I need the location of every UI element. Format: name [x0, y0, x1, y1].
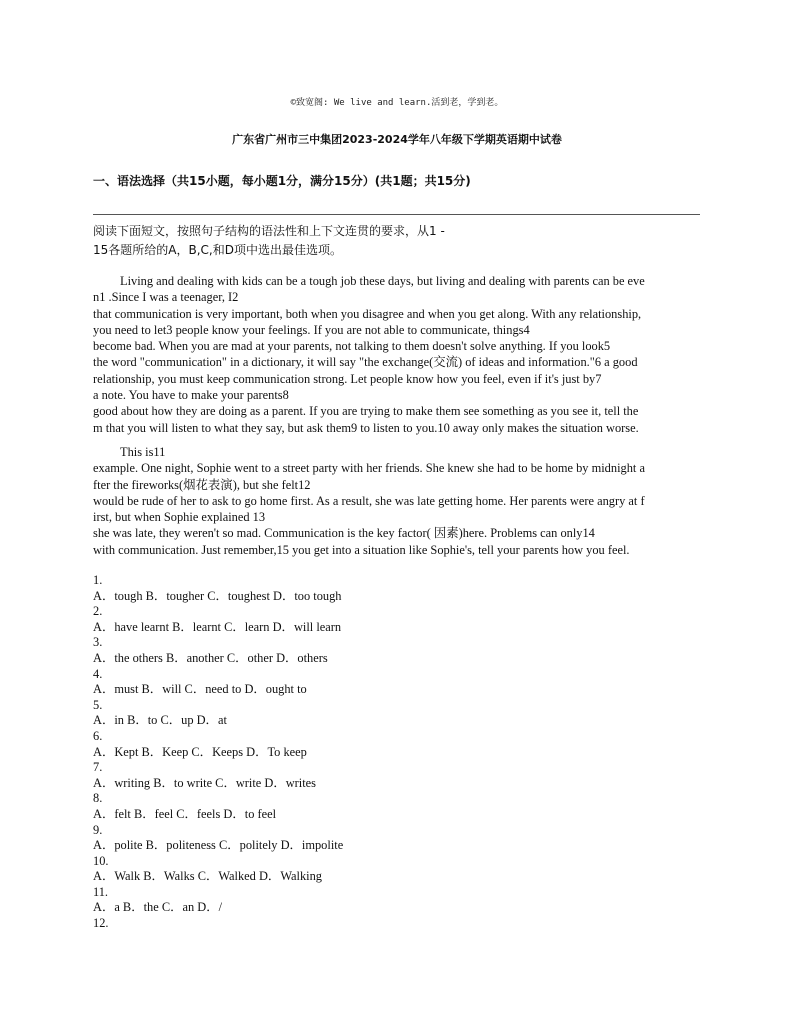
question-options: A．writing B．to write C．write D．writes [93, 775, 317, 790]
passage-line: with communication. Just remember,15 you get into a situation like Sophie's, tell your parents how you feel. [93, 542, 630, 557]
question-list [93, 573, 700, 932]
section-heading: 一、语法选择（共15小题，每小题1分，满分15分）(共1题；共15分) [93, 174, 471, 188]
question-number: 7. [93, 760, 103, 775]
passage-line: would be rude of her to ask to go home first. As a result, she was late getting home. Her parents were angry at f [93, 493, 645, 508]
passage-line: a note. You have to make your parents8 [93, 388, 289, 403]
question-options: A．felt B．feel C．feels D．to feel [93, 806, 277, 821]
instructions [93, 222, 513, 260]
question-number: 6. [93, 728, 103, 743]
passage-paragraph-2 [93, 444, 700, 558]
question-number: 8. [93, 791, 103, 806]
passage-paragraph-1 [93, 273, 700, 436]
passage-line: relationship, you must keep communication strong. Let people know how you feel, even if it's just by7 [93, 371, 602, 386]
question-options: A．in B．to C．up D．at [93, 713, 227, 728]
question-options: A．Walk B．Walks C．Walked D．Walking [93, 869, 322, 884]
exam-title: 广东省广州市三中集团2023-2024学年八年级下学期英语期中试卷 [232, 133, 562, 146]
passage-line: become bad. When you are mad at your parents, not talking to them doesn't solve anything. If you look5 [93, 339, 611, 354]
question-number: 3. [93, 635, 103, 650]
passage-line: m that you will listen to what they say, but ask them9 to listen to you.10 away only makes the situation worse. [93, 420, 639, 435]
passage-line: fter the fireworks(烟花表演), but she felt12 [93, 477, 311, 492]
passage-line: irst, but when Sophie explained 13 [93, 510, 266, 525]
question-options: A．the others B．another C．other D．others [93, 650, 328, 665]
question-number: 1. [93, 573, 103, 587]
question-number: 10. [93, 853, 109, 868]
passage-line: This is11 [120, 445, 166, 459]
question-number: 9. [93, 822, 103, 837]
instruction-line: 15各题所给的A，B,C,和D项中选出最佳选项。 [93, 243, 342, 257]
passage-line: Living and dealing with kids can be a tough job these days, but living and dealing with parents can be eve [120, 274, 645, 288]
question-options: A．have learnt B．learnt C．learn D．will learn [93, 619, 342, 634]
question-options: A．must B．will C．need to D．ought to [93, 682, 307, 697]
passage-line: the word "communication" in a dictionary, it will say "the exchange(交流) of ideas and information."6 a good [93, 355, 638, 370]
question-options: A．tough B．tougher C．toughest D．too tough [93, 588, 342, 603]
question-options: A．a B．the C．an D．/ [93, 900, 223, 915]
question-number: 2. [93, 604, 103, 619]
question-number: 12. [93, 916, 109, 931]
passage-line: you need to let3 people know your feelings. If you are not able to communicate, things4 [93, 322, 530, 337]
question-number: 4. [93, 666, 103, 681]
passage-line: example. One night, Sophie went to a street party with her friends. She knew she had to be home by midnight a [93, 461, 645, 476]
passage-line: she was late, they weren't so mad. Communication is the key factor( 因素)here. Problems can only14 [93, 526, 595, 541]
passage-line: that communication is very important, both when you disagree and when you get along. With any relationship, [93, 306, 642, 321]
question-options: A．Kept B．Keep C．Keeps D．To keep [93, 744, 307, 759]
question-number: 11. [93, 884, 109, 899]
instruction-line: 阅读下面短文，按照句子结构的语法性和上下文连贯的要求，从1 - [93, 224, 445, 238]
divider [93, 214, 700, 215]
passage-line: good about how they are doing as a parent. If you are trying to make them see something as you see it, tell the [93, 404, 639, 419]
question-number: 5. [93, 697, 103, 712]
passage-line: n1 .Since I was a teenager, I2 [93, 290, 239, 305]
header-note: ©致宽阁: We live and learn.活到老，学到老。 [290, 98, 504, 108]
question-options: A．polite B．politeness C．politely D．impolite [93, 838, 344, 853]
